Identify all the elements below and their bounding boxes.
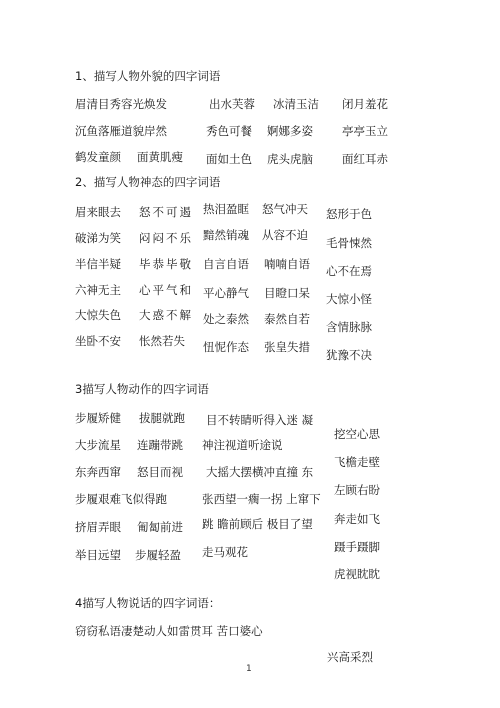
section-3-col-4-item: 左顾右盼 <box>334 483 380 497</box>
section-2-col-3-item: 黯然销魂 <box>203 228 249 242</box>
section-2-col-1-item: 眉来眼去 <box>75 205 121 219</box>
section-2-col-3-item: 自言自语 <box>203 257 249 271</box>
section-3-col-2-item: 连蹦带跳 <box>137 438 183 452</box>
section-3-col-3-item: 跳 瞻前顾后 极目了望 <box>202 517 313 531</box>
section-3-col-2-item: 匍匐前进 <box>137 520 183 534</box>
section-2-col-5-item: 犹豫不决 <box>326 348 372 362</box>
section-2-col-4-item: 怒气冲天 <box>262 202 308 216</box>
section-1-row-1-item: 闭月羞花 <box>342 97 388 111</box>
section-2-col-2-item: 闷闷不乐 <box>139 231 193 245</box>
section-2-col-4-item: 目瞪口呆 <box>264 286 310 300</box>
section-1-row-1-item: 眉清目秀容光焕发 <box>75 97 167 111</box>
page-number: 1 <box>246 664 252 674</box>
section-1-heading: 1、描写人物外貌的四字词语 <box>75 69 221 83</box>
section-2-col-3-item: 平心静气 <box>203 286 249 300</box>
section-2-col-5-item: 心不在焉 <box>326 264 372 278</box>
section-2-col-2-item: 大惑不解 <box>139 308 193 322</box>
section-3-col-3-item: 走马观花 <box>202 545 248 559</box>
section-3-col-3-item: 神注视道听途说 <box>202 438 283 452</box>
section-2-heading: 2、描写人物神态的四字词语 <box>75 175 221 189</box>
section-1-row-1-item: 出水芙蓉 <box>209 97 255 111</box>
section-1-row-3-item: 面如土色 <box>206 152 252 166</box>
section-3-col-2-item: 步履轻盈 <box>135 548 181 562</box>
section-1-row-3-item: 虎头虎脑 <box>267 152 313 166</box>
section-2-col-5-item: 毛骨悚然 <box>326 236 372 250</box>
section-2-col-5-item: 怒形于色 <box>326 207 372 221</box>
section-3-col-3-item: 张西望一瘸一拐 上窜下 <box>202 492 321 506</box>
section-1-row-3-item: 面黄肌瘦 <box>137 150 183 164</box>
section-3-col-1-item: 举目远望 <box>75 548 121 562</box>
section-3-col-1-item: 大步流星 <box>75 438 121 452</box>
section-3-col-4-item: 虎视眈眈 <box>334 567 380 581</box>
section-3-col-3-item: 大摇大摆横冲直撞 东 <box>206 465 314 479</box>
section-4-extra: 兴高采烈 <box>327 650 373 664</box>
section-2-col-2-item: 怒不可遏 <box>139 205 193 219</box>
section-3-col-1-item: 步履矫健 <box>75 411 121 425</box>
section-1-row-2-item: 亭亭玉立 <box>342 124 388 138</box>
section-1-row-2-item: 秀色可餐 <box>206 124 252 138</box>
section-3-col-1-item: 挤眉弄眼 <box>75 520 121 534</box>
section-3-col-2-item: 怒目而视 <box>137 465 183 479</box>
section-3-col-1-item: 步履艰难飞似得跑 <box>75 492 167 506</box>
section-2-col-4-item: 泰然自若 <box>264 312 310 326</box>
section-2-col-5-item: 含情脉脉 <box>326 320 372 334</box>
section-3-col-4-item: 奔走如飞 <box>334 512 380 526</box>
section-3-col-4-item: 挖空心思 <box>334 427 380 441</box>
section-4-line: 窃窃私语凄楚动人如雷贯耳 苦口婆心 <box>75 624 263 638</box>
section-2-col-1-item: 坐卧不安 <box>75 334 121 348</box>
section-3-col-3-item: 目不转睛听得入迷 凝 <box>206 413 314 427</box>
section-2-col-4-item: 张皇失措 <box>264 340 310 354</box>
section-1-row-3-item: 鹤发童颜 <box>75 150 121 164</box>
section-3-col-4-item: 蹑手蹑脚 <box>334 540 380 554</box>
section-2-col-1-item: 破涕为笑 <box>75 231 121 245</box>
section-2-col-2-item: 心平气和 <box>139 283 193 297</box>
section-1-row-2-item: 婀娜多姿 <box>267 124 313 138</box>
section-4-heading: 4描写人物说话的四字词语： <box>75 596 221 610</box>
section-2-col-1-item: 六神无主 <box>75 283 121 297</box>
section-3-col-2-item: 拔腿就跑 <box>139 411 185 425</box>
section-1-row-2-item: 沉鱼落雁道貌岸然 <box>75 124 167 138</box>
section-1-row-1-item: 冰清玉洁 <box>273 97 319 111</box>
section-3-col-4-item: 飞檐走壁 <box>334 455 380 469</box>
section-3-heading: 3描写人物动作的四字词语 <box>75 382 209 396</box>
section-2-col-1-item: 半信半疑 <box>75 257 121 271</box>
section-2-col-2-item: 毕恭毕敬 <box>139 257 193 271</box>
section-2-col-4-item: 从容不迫 <box>262 228 308 242</box>
section-2-col-1-item: 大惊失色 <box>75 308 121 322</box>
section-2-col-2-item: 怅然若失 <box>139 334 185 348</box>
section-2-col-3-item: 热泪盈眶 <box>203 202 249 216</box>
section-2-col-4-item: 喃喃自语 <box>264 257 310 271</box>
section-2-col-3-item: 忸怩作态 <box>203 340 249 354</box>
section-2-col-5-item: 大惊小怪 <box>326 292 372 306</box>
section-2-col-3-item: 处之泰然 <box>203 312 249 326</box>
section-3-col-1-item: 东奔西窜 <box>75 465 121 479</box>
section-1-row-3-item: 面红耳赤 <box>342 152 388 166</box>
